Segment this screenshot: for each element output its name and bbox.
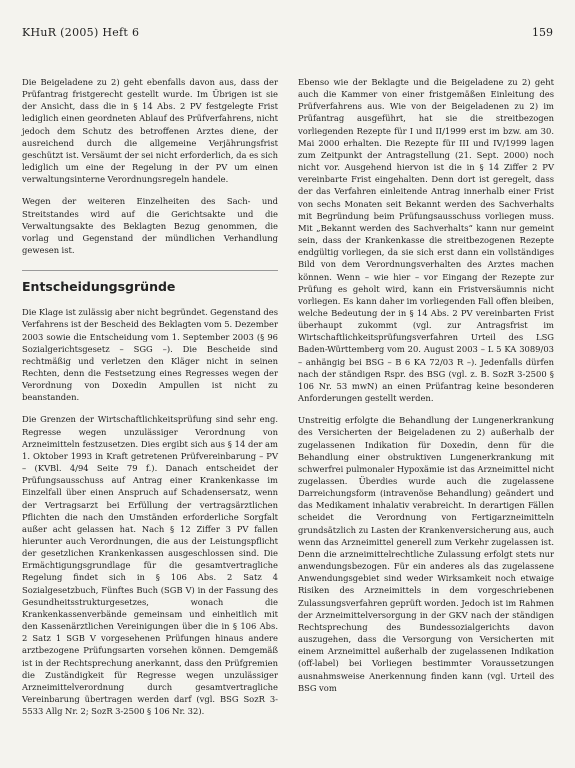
- section-heading: [22, 270, 278, 294]
- paragraph: Unstreitig erfolgte die Behandlung der Lungenerkrankung des Versicherten der Beigeladenen zu 2) außerhalb der zugelassenen Indikation für Doxedin, denn für die Behandlung einer obstruktiven Lungenerkrankung mit schwerfrei pulmonaler Hypoxämie ist das Arzneimittel nicht zugelassen. Überdies wurde auch die zugelassene Darreichungsform (intravenöse Behandlung) geändert und das Medikament inhalativ verabreicht. In derartigen Fällen scheidet die Verordnung von Fertigarzneimitteln grundsätzlich zu Lasten der Krankenversicherung aus, auch wenn das Arzneimittel generell zum Verkehr zugelassen ist. Denn die arzneimittelrechtliche Zulassung erfolgt stets nur anwendungsbezogen. Für ein anderes als das zugelassene Anwendungsgebiet sind weder Wirksamkeit noch etwaige Risiken des Arzneimittels in dem vorgeschriebenen Zulassungsverfahren geprüft worden. Jedoch ist im Rahmen der Arzneimittelversorgung in der GKV nach der ständigen Rechtsprechung des Bundessozialgerichts davon auszugehen, dass die Versorgung von Versicherten mit einem Arzneimittel außerhalb der zugelassenen Indikation (off-label) bei Vorliegen bestimmter Voraussetzungen ausnahmsweise Anerkennung finden kann (vgl. Urteil des BSG vom: [298, 415, 554, 693]
- paragraph: Wegen der weiteren Einzelheiten des Sach- und Streitstandes wird auf die Gerichtsakte und die Verwaltungsakte des Beklagten Bezug genommen, die vorlag und Gegenstand der mündlichen Verhandlung gewesen ist.: [22, 196, 278, 256]
- running-header: [22, 26, 553, 40]
- paragraph: Die Grenzen der Wirtschaftlichkeitsprüfung sind sehr eng. Regresse wegen unzulässiger Verordnung von Arzneimitteln festzusetzen. Dies ergibt sich aus § 14 der am 1. Oktober 1993 in Kraft getretenen Prüfvereinbarung – PV – (KVBl. 4/94 Seite 79 f.). Danach entscheidet der Prüfungsausschuss auf Antrag einer Krankenkasse im Einzelfall über einen Anspruch auf Schadensersatz, wenn der Vertragsarzt bei Erfüllung der vertragsärztlichen Pflichten die nach den Umständen erforderliche Sorgfalt außer acht gelassen hat. Nach § 12 Ziffer 3 PV fallen hierunter auch Verordnungen, die aus der Leistungspflicht der gesetzlichen Krankenkassen ausgeschlossen sind. Die Ermächtigungsgrundlage für die gesamtvertragliche Regelung findet sich in § 106 Abs. 2 Satz 4 Sozialgesetzbuch, Fünftes Buch (SGB V) in der Fassung des Gesundheitsstrukturgesetzes, wonach die Krankenkassenverbände gemeinsam und einheitlich mit den Kassenärztlichen Vereinigungen über die in § 106 Abs. 2 Satz 1 SGB V vorgesehenen Prüfungen hinaus andere arztbezogene Prüfungsarten vorsehen können. Demgemäß ist in der Rechtsprechung anerkannt, dass den Prüfgremien die Zuständigkeit für Regresse wegen unzulässiger Arzneimittelverordnung durch gesamtvertragliche Vereinbarung übertragen werden darf (vgl. BSG SozR 3-5533 Allg Nr. 2; SozR 3-2500 § 106 Nr. 32).: [22, 414, 278, 717]
- page-number: 159: [532, 26, 553, 39]
- section-heading-text: Entscheidungsgründe: [22, 279, 176, 295]
- right-column: [298, 76, 554, 704]
- left-column: [22, 76, 278, 727]
- paragraph: Ebenso wie der Beklagte und die Beigeladene zu 2) geht auch die Kammer von einer fristgemäßen Einleitung des Prüfverfahrens aus. Wie von der Beigeladenen zu 2) im Prüfantrag ausgeführt, hat sie die streitbezogen vorliegenden Rezepte für I und II/1999 erst im bzw. am 30. Mai 2000 erhalten. Die Rezepte für III und IV/1999 lagen zum Zeitpunkt der Antragstellung (21. Sept. 2000) noch nicht vor. Ausgehend hiervon ist die in § 14 Ziffer 2 PV vereinbarte Frist eingehalten. Denn dort ist geregelt, dass der das Verfahren einleitende Antrag innerhalb einer Frist von sechs Monaten seit Bekannt werden des Sachverhalts mit Begründung beim Prüfungsausschuss vorliegen muss. Mit „Bekannt werden des Sachverhalts“ kann nur gemeint sein, dass der Krankenkasse die streitbezogenen Rezepte endgültig vorliegen, da sie sich erst dann ein vollständiges Bild von dem Verordnungsverhalten des Arztes machen können. Wenn – wie hier – vor Eingang der Rezepte zur Prüfung es geholt wird, kann ein Fristversäumnis nicht vorliegen. Es kann daher im vorliegenden Fall offen bleiben, welche Bedeutung der in § 14 Abs. 2 PV vereinbarten Frist überhaupt zukommt (vgl. zur Antragsfrist im Wirtschaftlichkeitsprüfungsverfahren Urteil des LSG Baden-Württemberg vom 20. August 2003 – L 5 KA 3089/03 – anhängig bei BSG – B 6 KA 72/03 R –). Jedenfalls dürfen nach der ständigen Rspr. des BSG (vgl. z. B. SozR 3-2500 § 106 Nr. 53 mwN) an einen Prüfantrag keine besonderen Anforderungen gestellt werden.: [298, 77, 554, 404]
- paragraph: Die Beigeladene zu 2) geht ebenfalls davon aus, dass der Prüfantrag fristgerecht gestellt wurde. Im Übrigen ist sie der Ansicht, dass die in § 14 Abs. 2 PV festgelegte Frist lediglich einen geordneten Ablauf des Prüfverfahrens, nicht jedoch dem Schutz des betroffenen Arztes diene, der ausreichend durch die allgemeine Verjährungsfrist geschützt ist. Versäumt der sei nicht erforderlich, da es sich lediglich um eine der Regelung in der PV um einen verwaltungsinterne Verordnungsregeln handele.: [22, 77, 278, 185]
- journal-citation: KHuR (2005) Heft 6: [22, 26, 140, 39]
- paragraph: Die Klage ist zulässig aber nicht begründet. Gegenstand des Verfahrens ist der Bescheid des Beklagten vom 5. Dezember 2003 sowie die Entscheidung vom 1. September 2003 (§ 96 Sozialgerichtsgesetz – SGG –). Die Bescheide sind rechtmäßig und verletzen den Kläger nicht in seinen Rechten, denn die Festsetzung eines Regresses wegen der Verordnung von Doxedin Ampullen ist nicht zu beanstanden.: [22, 307, 278, 403]
